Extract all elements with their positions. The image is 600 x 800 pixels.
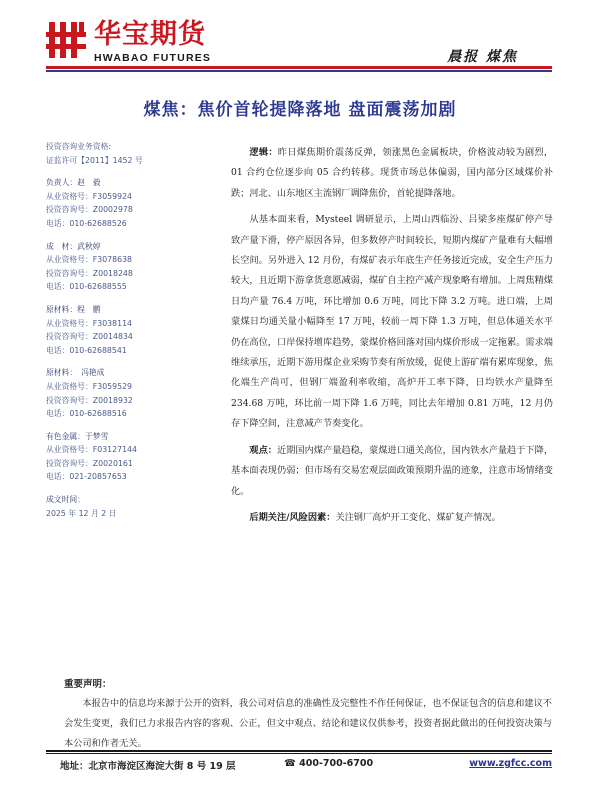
hwabao-logo-icon xyxy=(46,20,86,60)
analyst-license: 从业资格号：F3038114 xyxy=(46,318,132,328)
analyst-license: 从业资格号：F3078638 xyxy=(46,255,132,265)
phone-number: 400-700-6700 xyxy=(299,758,374,769)
analyst-phone: 电话：010-62688526 xyxy=(46,218,127,228)
analyst-name: 原材料： 冯艳成 xyxy=(46,368,105,378)
company-phone xyxy=(284,758,373,769)
report-type-label: 晨报 煤焦 xyxy=(447,49,518,65)
analyst-group xyxy=(46,366,196,420)
qualification-label: 投资咨询业务资格: xyxy=(46,142,112,151)
company-logo xyxy=(46,18,236,66)
phone-icon: ☎ xyxy=(284,758,300,769)
logo-chinese-name: 华宝期货 xyxy=(94,19,206,50)
analyst-name: 成 材：武秋婷 xyxy=(46,241,101,251)
analyst-license: 从业资格号：F3059529 xyxy=(46,381,132,391)
analyst-consult-no: 投资咨询号：Z0014834 xyxy=(46,332,133,342)
fundamentals-paragraph: 从基本面来看，Mysteel 调研显示，上周山西临汾、吕梁多座煤矿停产导致产量下滑，停产原因各异，但多数停产时间较长，短期内煤矿产量难有大幅增长空间。另外进入 12 月份，有煤矿表示年底生产任务接近完成，安全生产压力较大，且近期下游拿货意愿减弱，煤矿自主控产减产现象略有增加。上周焦精煤日均产量 76.4 万吨，环比增加 0.6 万吨，同比下降 3.2 万吨。进口端，上周蒙煤日均通关量小幅降至 17 万吨，较前一周下降 1.3 万吨，但总体通关水平仍在高位，口岸保持增库趋势，蒙煤价格回落对国内煤价形成一定拖累。需求端维续承压，近期下游用煤企业采购节奏有所放缓，促使上游矿端有累库现象，焦化端生产尚可，但钢厂端盈利率收缩，高炉开工率下降，日均铁水产量降至 234.68 万吨，环比前一周下降 1.6 万吨，同比去年增加 0.81 万吨，12 月仍存下降空间，注意减产节奏变化。 xyxy=(231,214,553,430)
analyst-phone: 电话：010-62688555 xyxy=(46,282,127,292)
risk-lead: 后期关注/风险因素： xyxy=(249,511,336,523)
view-text: 近期国内煤产量趋稳，蒙煤进口通关高位，国内铁水产量趋于下降，基本面表现仍弱；但市场有交易宏观层面政策预期升温的迹象，注意市场情绪变化。 xyxy=(231,444,554,497)
qualification-license: 证监许可【2011】1452 号 xyxy=(46,155,143,165)
analyst-phone: 电话：010-62688516 xyxy=(46,409,127,419)
analyst-name: 有色金属：于梦雪 xyxy=(46,431,109,441)
analyst-consult-no: 投资咨询号：Z0002978 xyxy=(46,205,133,215)
date-label: 成文时间： xyxy=(46,495,85,505)
analyst-name: 原材料：程 鹏 xyxy=(46,304,101,314)
disclaimer-title: 重要声明： xyxy=(64,679,112,690)
analyst-license: 从业资格号：F03127144 xyxy=(46,445,137,455)
analyst-license: 从业资格号：F3059924 xyxy=(46,191,132,201)
disclaimer-text: 本报告中的信息均来源于公开的资料，我公司对信息的准确性及完整性不作任何保证，也不保证包含的信息和建议不会发生变更，我们已力求报告内容的客观、公正，但文中观点、结论和建议仅供参考，投资者据此做出的任何投资决策与本公司和作者无关。 xyxy=(64,698,552,749)
analyst-group xyxy=(46,176,196,230)
view-lead: 观点： xyxy=(249,444,277,456)
analyst-group xyxy=(46,430,196,484)
date-value: 2025 年 12 月 2 日 xyxy=(46,508,117,518)
header-divider xyxy=(46,66,552,73)
view-paragraph xyxy=(231,441,553,502)
risk-text: 关注钢厂高炉开工变化、煤矿复产情况。 xyxy=(335,511,501,523)
analyst-name: 负责人：赵 毅 xyxy=(46,178,101,188)
analyst-group xyxy=(46,303,196,357)
logic-text: 昨日煤焦期价震荡反弹，领涨黑色金属板块，价格波动较为剧烈，01 合约仓位逐步向 05 合约转移。现货市场总体偏弱，国内部分区域煤价补跌；河北、山东地区主流钢厂调降焦价，首轮提降落地。 xyxy=(231,147,554,199)
risk-paragraph xyxy=(231,508,553,528)
analyst-phone: 电话：010-62688541 xyxy=(46,345,127,355)
date-block xyxy=(46,493,196,520)
logic-lead: 逻辑： xyxy=(249,147,278,158)
logic-paragraph xyxy=(231,143,553,204)
report-body xyxy=(231,143,553,534)
company-website-link[interactable]: www.zgfcc.com xyxy=(469,758,552,769)
analyst-phone: 电话：021-20857653 xyxy=(46,472,127,482)
report-title: 煤焦：焦价首轮提降落地 盘面震荡加剧 xyxy=(143,100,457,120)
analyst-group xyxy=(46,240,196,294)
footer-divider xyxy=(46,750,552,756)
logo-english-name: HWABAO FUTURES xyxy=(94,52,212,64)
analyst-consult-no: 投资咨询号：Z0018932 xyxy=(46,395,133,405)
qualification-block xyxy=(46,140,196,167)
analyst-consult-no: 投资咨询号：Z0020161 xyxy=(46,458,133,468)
analyst-sidebar xyxy=(46,140,196,529)
company-address: 地址：北京市海淀区海淀大街 8 号 19 层 xyxy=(60,761,236,772)
analyst-consult-no: 投资咨询号：Z0018248 xyxy=(46,268,133,278)
